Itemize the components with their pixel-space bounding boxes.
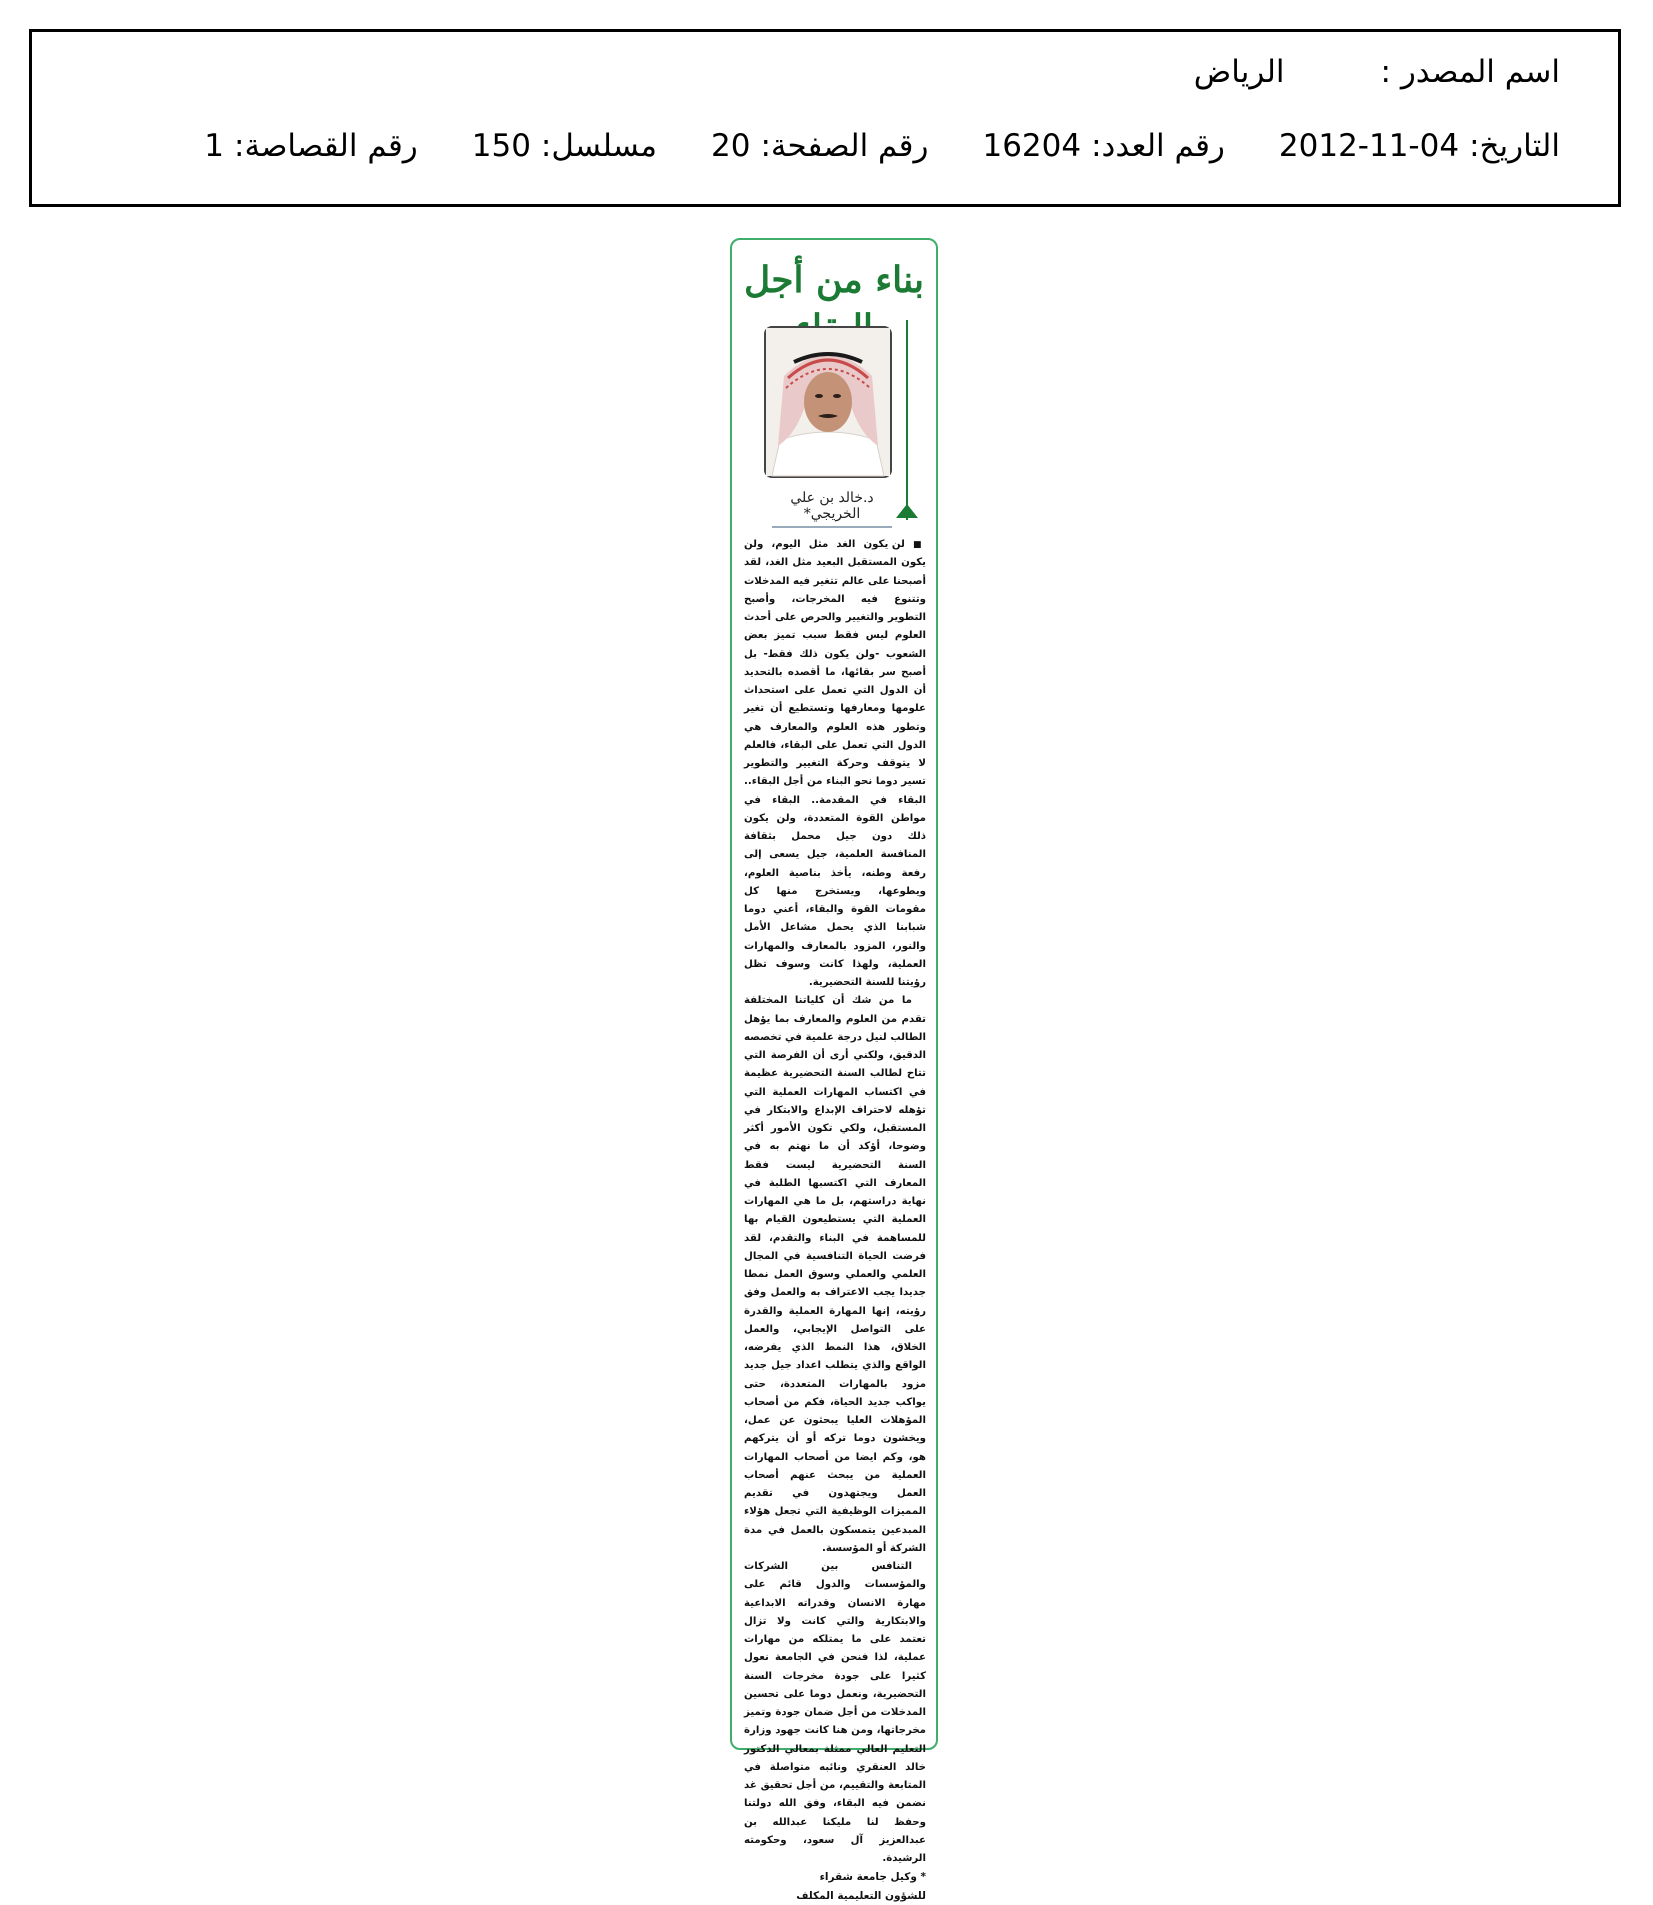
author-footnote [744,1868,926,1905]
green-vertical-rule [906,320,908,520]
page-label: رقم الصفحة: [760,128,929,164]
green-triangle-marker [896,504,918,518]
metadata-line [204,128,1560,164]
author-portrait-image [766,328,890,476]
clip-number-value: 1 [204,128,225,164]
source-label: اسم المصدر : [1380,54,1560,90]
source-line [1194,54,1560,90]
article-paragraph: ما من شك أن كلياتنا المختلفة تقدم من العلوم والمعارف بما يؤهل الطالب لنيل درجة علمية في تخصصه الدقيق، ولكني أرى أن الفرصة التي تتاح لطالب السنة التحضيرية عظيمة في اكتساب المهارات العملية التي تؤهله لاحتراف الإبداع والابتكار في المستقبل، ولكي تكون الأمور أكثر وضوحا، أؤكد أن ما نهتم به في السنة التحضيرية ليست فقط المعارف التي اكتسبها الطلبة في نهاية دراستهم، بل ما هي المهارات العملية التي يستطيعون القيام بها للمساهمة في البناء والتقدم، لقد فرضت الحياة التنافسية في المجال العلمي والعملي وسوق العمل نمطا جديدا يجب الاعتراف به والعمل وفق رؤيته، إنها المهارة العملية والقدرة على التواصل الإيجابي، والعمل الخلاق، هذا النمط الذي يفرضه، الواقع والذي يتطلب اعداد جيل جديد مزود بالمهارات المتعددة، حتى يواكب جديد الحياة، فكم من أصحاب المؤهلات العليا يبحثون عن عمل، ويخشون دوما تركه أو أن يتركهم هو، وكم ايضا من أصحاب المهارات العملية من يبحث عنهم أصحاب العمل ويجتهدون في تقديم المميزات الوظيفية التي تجعل هؤلاء المبدعين يتمسكون بالعمل في مدة الشركة أو المؤسسة. [744,995,926,1554]
date-field [1279,128,1560,164]
footnote-line: * وكيل جامعة شقراء [819,1871,926,1884]
clip-number-label: رقم القصاصة: [234,128,418,164]
page-value: 20 [711,128,751,164]
article-body [744,536,926,1905]
paragraph-text: لن يكون الغد مثل اليوم، ولن يكون المستقبل البعيد مثل الغد، لقد أصبحنا على عالم تتغير فيه المدخلات وتتنوع فيه المخرجات، وأصبح التطوير والتغيير والحرص على أحدث العلوم ليس فقط سبب تميز بعض الشعوب -ولن يكون ذلك فقط- بل أصبح سر بقائها، ما أقصده بالتحديد أن الدول التي تعمل على استحداث علومها ومعارفها وتستطيع أن تغير وتطور هذه العلوم والمعارف هي الدول التي تعمل على البقاء، فالعلم لا يتوقف وحركة التغيير والتطوير تسير دوما نحو البناء من أجل البقاء.. البقاء في المقدمة.. البقاء في مواطن القوة المتعددة، ولن يكون ذلك دون جيل محمل بثقافة المنافسة العلمية، جيل يسعى إلى رفعة وطنه، يأخذ بناصية العلوم، ويطوعها، ويستخرج منها كل مقومات القوة والبقاء، أعني دوما شبابنا الذي يحمل مشاعل الأمل والنور، المزود بالمعارف والمهارات العملية، ولهذا كانت وسوف تظل رؤيتنا للسنة التحضيرية. [744,539,926,988]
author-photo [764,326,892,478]
article-paragraph: التنافس بين الشركات والمؤسسات والدول قائم على مهارة الانسان وقدراته الابداعية والابتكارية والتي كانت ولا تزال تعتمد على ما يمتلكه من مهارات عملية، لذا فنحن في الجامعة نعول كثيرا على جودة مخرجات السنة التحضيرية، ونعمل دوما على تحسين المدخلات من أجل ضمان جودة وتميز مخرجاتها، ومن هنا كانت جهود وزارة التعليم العالي ممثلة بمعالي الدكتور خالد العنقري ونائبه متواصلة في المتابعة والتقييم، من أجل تحقيق غد نضمن فيه البقاء، وفق الله دولتنا وحفظ لنا مليكنا عبدالله بن عبدالعزيز آل سعود، وحكومته الرشيدة. [744,1561,926,1864]
clipping-header-box [29,29,1621,207]
date-label: التاريخ: [1469,128,1560,164]
serial-value: 150 [471,128,531,164]
newspaper-clipping [730,238,938,1902]
footnote-line: للشؤون التعليمية المكلف [796,1889,926,1902]
clip-number-field [204,128,417,164]
article-title: بناء من أجل [743,259,925,301]
serial-label: مسلسل: [540,128,658,164]
author-byline: د.خالد بن علي الخريجي* [772,490,892,528]
source-value: الرياض [1193,54,1285,90]
article-paragraph [744,536,926,992]
paragraph-square-marker: ■ [912,540,926,550]
page-field [711,128,928,164]
issue-value: 16204 [982,128,1082,164]
serial-field [472,128,657,164]
issue-label: رقم العدد: [1091,128,1225,164]
date-value: 2012-11-04 [1278,128,1460,164]
issue-field [982,128,1224,164]
